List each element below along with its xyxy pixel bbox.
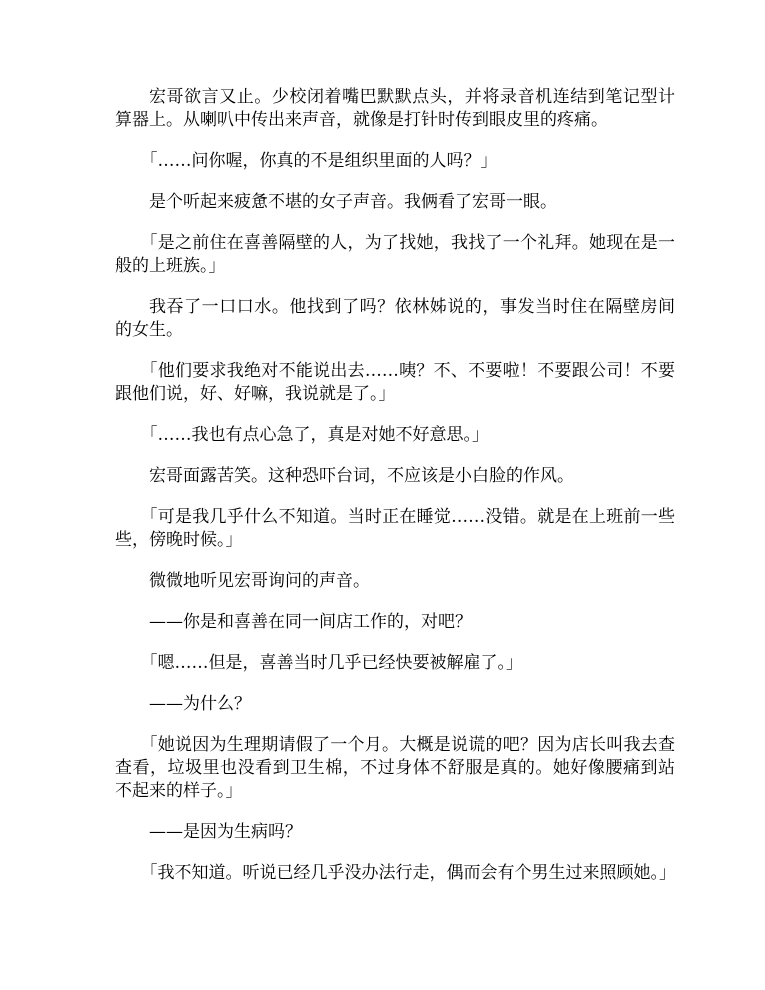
body-text [115, 86, 675, 903]
paragraph: 「嗯……但是，喜善当时几乎已经快要被解雇了。」 [140, 653, 523, 673]
paragraph: 「她说因为生理期请假了一个月。大概是说谎的吧？因为店长叫我去查查看，垃圾里也没看到卫生棉，不过身体不舒服是真的。她好像腰痛到站不起来的样子。」 [115, 735, 675, 801]
paragraph: 「我不知道。听说已经几乎没办法行走，偶而会有个男生过来照顾她。」 [140, 863, 676, 883]
paragraph: 「……我也有点心急了，真是对她不好意思。」 [140, 425, 489, 445]
paragraph: 是个听起来疲惫不堪的女子声音。我俩看了宏哥一眼。 [149, 192, 557, 212]
paragraph: 「是之前住在喜善隔壁的人，为了找她，我找了一个礼拜。她现在是一般的上班族。」 [115, 233, 675, 276]
paragraph: 「他们要求我绝对不能说出去……咦？不、不要啦！不要跟公司！不要跟他们说，好、好嘛，我说就是了。」 [115, 361, 675, 404]
paragraph: 微微地听见宏哥询问的声音。 [149, 571, 370, 591]
paragraph: ——是因为生病吗？ [149, 822, 302, 842]
paragraph: 「可是我几乎什么不知道。当时正在睡觉……没错。就是在上班前一些些，傍晚时候。」 [115, 507, 675, 550]
paragraph: ——你是和喜善在同一间店工作的，对吧？ [149, 612, 472, 632]
paragraph: 我吞了一口口水。他找到了吗？依林姊说的，事发当时住在隔壁房间的女生。 [115, 297, 675, 340]
paragraph: ——为什么？ [149, 694, 251, 714]
paragraph: 宏哥欲言又止。少校闭着嘴巴默默点头，并将录音机连结到笔记型计算器上。从喇叭中传出来声音，就像是打针时传到眼皮里的疼痛。 [115, 87, 675, 130]
paragraph: 宏哥面露苦笑。这种恐吓台词，不应该是小白脸的作风。 [149, 466, 574, 486]
paragraph: 「……问你喔，你真的不是组织里面的人吗？」 [140, 151, 498, 171]
